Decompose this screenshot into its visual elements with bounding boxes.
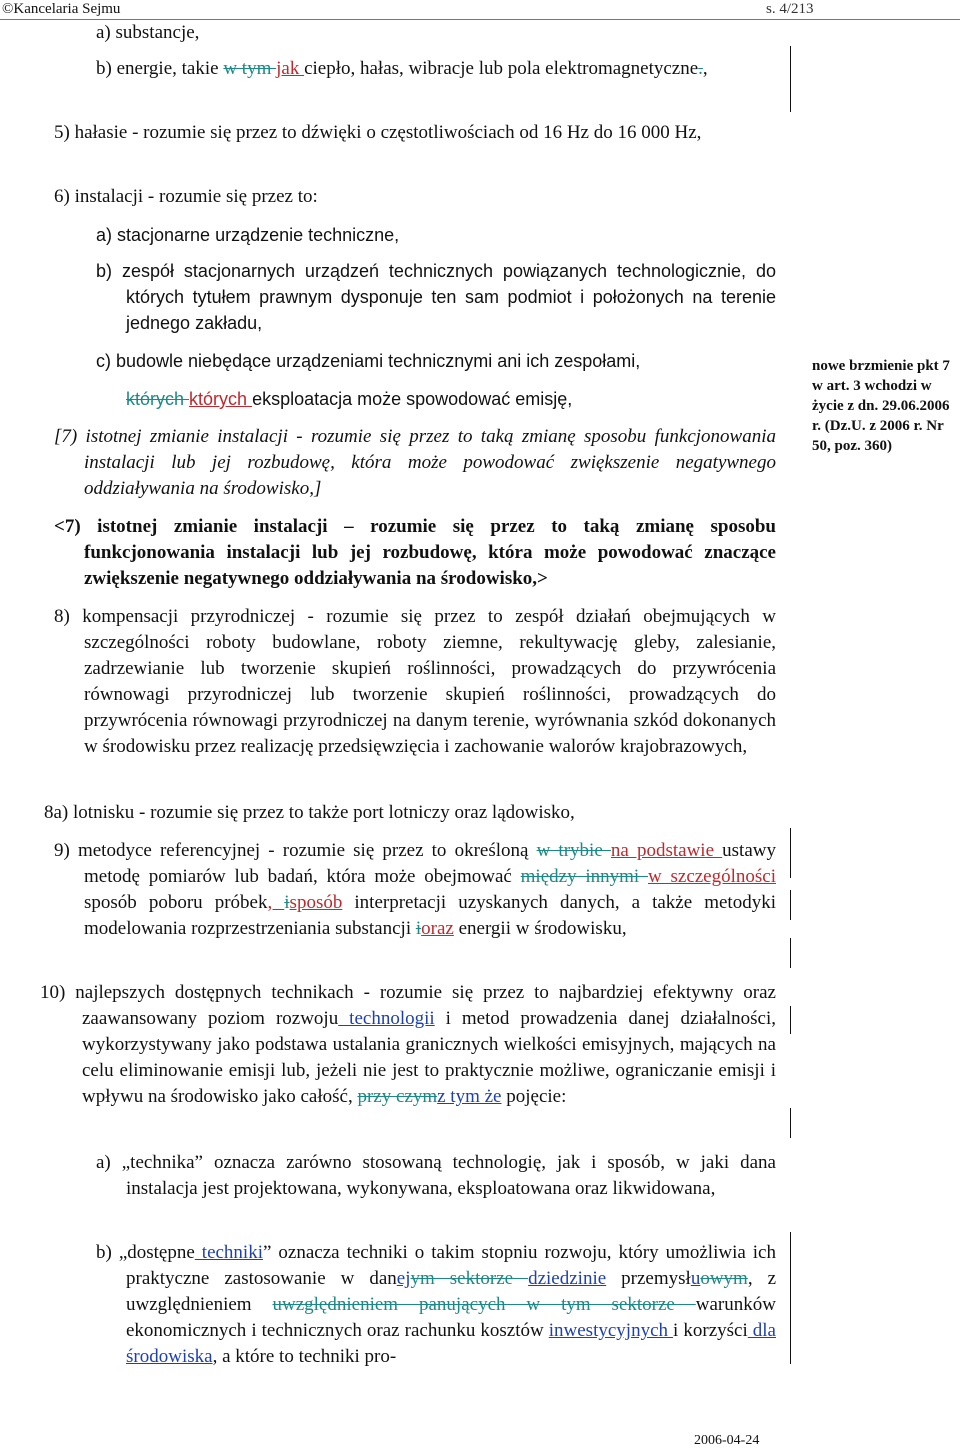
inserted-text: z tym że (437, 1086, 502, 1107)
definition-7-old-version: [7) istotnej zmianie instalacji - rozumie się przez to taką zmianę sposobu funkcjonowania instalacji lub jej rozbudowę, która może powodować zwiększenie negatywnego oddziaływania na środowisko,] (54, 426, 776, 499)
deleted-text: . (698, 58, 703, 79)
inserted-text: w szczególności (647, 866, 777, 887)
inserted-text: jak (276, 58, 305, 79)
deleted-text: uwzględnieniem panujących w tym sektorze (272, 1294, 696, 1315)
inserted-text: , (267, 892, 285, 913)
change-bar (790, 890, 791, 920)
deleted-text: których (126, 389, 190, 409)
item-b-energy: b) energie, takie w tym jak ciepło, hałas, wibracje lub pola elektromagnetyczne., (96, 58, 708, 79)
change-bar (790, 1232, 791, 1364)
inserted-text: dla środowiska (126, 1320, 776, 1367)
deleted-text: w trybie (536, 840, 611, 861)
deleted-text: i (284, 892, 290, 913)
inserted-text: techniki (194, 1242, 263, 1263)
definition-7-new-version: <7) istotnej zmianie instalacji – rozumie się przez to taką zmianę sposobu funkcjonowania instalacji lub jej rozbudowę, która może powodować znaczące zwiększenie negatywnego oddziaływania na środowisko,> (54, 516, 776, 589)
item-c-buildings: c) budowle niebędące urządzeniami technicznymi ani ich zespołami, (96, 351, 641, 371)
change-bar (790, 1006, 791, 1034)
change-bar (790, 938, 791, 968)
definition-8-compensation: 8) kompensacji przyrodniczej - rozumie się przez to zespół działań obejmujących w szczególności roboty budowlane, roboty ziemne, rekultywację gleby, zalesianie, zadrzewianie lub tworzenie skupień roślinności, prowadzących do przywrócenia równowagi przyrodniczej lub tworzenie skupień roślinności, prowadzących do przywrócenia równowagi przyrodniczej na danym terenie, wyrównania szkód dokonanych w środowisku przez realizację przedsięwzięcia i zachowanie walorów krajobrazowych, (54, 606, 776, 757)
change-bar (790, 1108, 791, 1138)
deleted-text: owym (700, 1268, 748, 1289)
deleted-text: w tym (223, 58, 277, 79)
deleted-text: między innymi (520, 866, 648, 887)
inserted-text: dziedzinie (528, 1268, 607, 1289)
item-operation-emission: których których eksploatacja może spowodować emisję, (126, 389, 573, 409)
inserted-text: na podstawie (610, 840, 723, 861)
header-copyright: ©Kancelaria Sejmu (2, 1, 121, 17)
page-header (0, 0, 960, 20)
item-a-technique: a) „technika” oznacza zarówno stosowaną technologię, jak i sposób, w jaki dana instalacja jest projektowana, wykonywana, eksploatowana oraz likwidowana, (96, 1152, 776, 1199)
inserted-text: ej (396, 1268, 411, 1289)
item-b-stationary-set: b) zespół stacjonarnych urządzeń technicznych powiązanych technologicznie, do których tytułem prawnym dysponuje ten sam podmiot i położonych na terenie jednego zakładu, (96, 261, 776, 333)
item-a-substances: a) substancje, (96, 22, 200, 43)
definition-9-reference-method: 9) metodyce referencyjnej - rozumie się przez to określoną w trybie na podstawie ustawy metodę pomiarów lub badań, która może obejmować między innymi w szczególności sposób poboru próbek, isposób interpretacji uzyskanych danych, a także metodyki modelowania rozprzestrzeniania substancji ioraz energii w środowisku, (54, 840, 777, 939)
deleted-text: i (415, 918, 422, 939)
definition-6-installation: 6) instalacji - rozumie się przez to: (54, 186, 318, 207)
inserted-text: sposób (289, 892, 343, 913)
inserted-text: oraz (421, 918, 454, 939)
footer-date: 2006-04-24 (694, 1433, 760, 1448)
definition-10-best-techniques: 10) najlepszych dostępnych technikach - rozumie się przez to najbardziej efektywny oraz zaawansowany poziom rozwoju technologii i metod prowadzenia danej działalności, wykorzystywany jako podstawa ustalania granicznych wielkości emisyjnych, mających na celu eliminowanie emisji lub, jeżeli nie jest to praktycznie możliwe, ograniczanie emisji i wpływu na środowisko jako całość, przy czymz tym że pojęcie: (40, 982, 777, 1107)
change-bar (790, 828, 791, 878)
item-b-available-techniques: b) „dostępne techniki” oznacza techniki o takim stopniu rozwoju, który umożliwia ich praktyczne zastosowanie w danejym sektorze dziedzinie przemysłuowym, z uwzględnieniem uwzględnieniem panujących w tym sektorze warunków ekonomicznych i technicznych oraz rachunku kosztów inwestycyjnych i korzyści dla środowiska, a które to techniki pro- (96, 1242, 777, 1367)
deleted-text: ym sektorze (410, 1268, 529, 1289)
inserted-text: inwestycyjnych (548, 1320, 674, 1341)
inserted-text: technologii (338, 1008, 435, 1029)
inserted-text: których (189, 389, 253, 409)
header-page-number: s. 4/213 (766, 1, 814, 17)
deleted-text: przy czym (357, 1086, 438, 1107)
side-note: nowe brzmienie pkt 7 w art. 3 wchodzi w życie z dn. 29.06.2006 r. (Dz.U. z 2006 r. Nr 50, poz. 360) (812, 358, 950, 454)
change-bar (790, 46, 791, 112)
inserted-text: u (690, 1268, 701, 1289)
definition-5-noise: 5) hałasie - rozumie się przez to dźwięki o częstotliwościach od 16 Hz do 16 000 Hz, (54, 122, 702, 143)
item-a-stationary-device: a) stacjonarne urządzenie techniczne, (96, 225, 400, 245)
definition-8a-airport: 8a) lotnisku - rozumie się przez to także port lotniczy oraz lądowisko, (44, 802, 575, 823)
